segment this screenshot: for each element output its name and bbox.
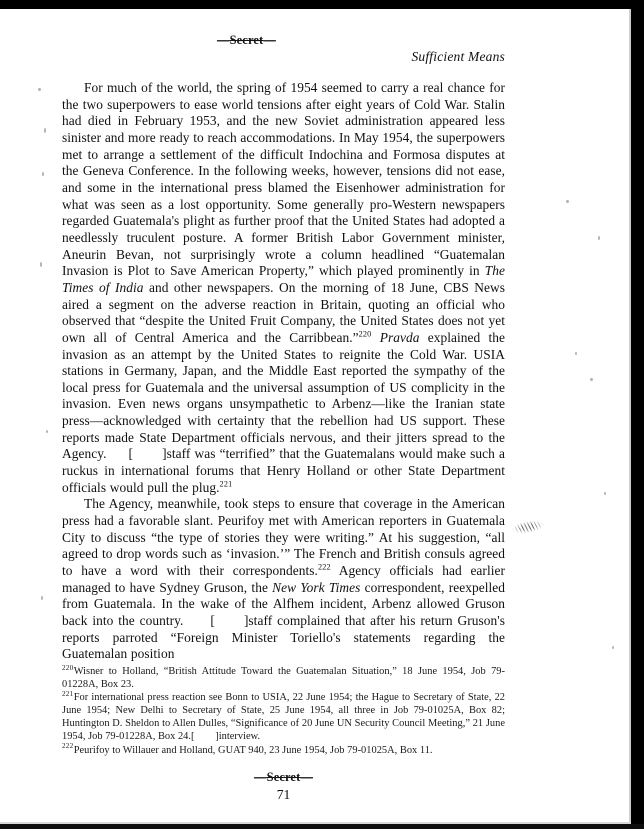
scan-speck	[40, 262, 42, 267]
ink-smudge-artifact	[507, 516, 549, 538]
text-run	[371, 330, 379, 345]
classification-banner-bottom: — Secret —	[62, 770, 505, 785]
text-run: staff complained that after his return Gruson's reports parroted “Foreign Minister Toriello's statements regarding the Guatemalan position	[62, 613, 505, 662]
scan-speck	[46, 430, 48, 433]
chapter-title: Sufficient Means	[411, 49, 505, 64]
redaction-bracket: [ ]	[128, 446, 167, 462]
running-head	[62, 33, 505, 63]
scan-speck	[42, 172, 44, 176]
scan-speck	[566, 200, 569, 203]
classification-banner-top: — Secret —	[217, 33, 276, 48]
scan-speck	[612, 646, 614, 649]
body-text	[62, 80, 505, 663]
scan-speck	[44, 128, 46, 133]
footnote-number: 221	[62, 689, 74, 698]
text-run: The Agency, meanwhile, took steps to ensure that coverage in the American press had a favorable slant. Peurifoy met with American reporters in Guatemala City to discuss “the type of stories they were writing.” At his suggestion, “all agreed to drop words such as ‘invasion.’” The French and British consuls agreed to have a word with their correspondents.	[62, 496, 505, 579]
text-run: staff was “terrified” that the Guatemalans would make such a ruckus in international forums that Henry Holland or other State Department officials would pull the plug.	[62, 446, 505, 495]
footnote-reference[interactable]: 220	[358, 329, 372, 339]
footnote-reference[interactable]: 221	[219, 479, 233, 489]
footnote-number: 220	[62, 663, 74, 672]
scan-speck	[38, 88, 41, 91]
italic-title: Pravda	[379, 329, 420, 345]
body-paragraph	[62, 496, 505, 663]
redaction-bracket: [ ]	[210, 613, 249, 628]
scan-edge-right	[631, 0, 644, 829]
scan-speck	[41, 596, 43, 600]
text-run: For international press reaction see Bonn to USIA, 22 June 1954; the Hague to Secretary of State, 22 June 1954; New Delhi to Secretary of State, 25 June 1954, all three in Job 79-01025A, Box 82; Huntington D. Sheldon to Allen Dulles, “Significance of 20 June UN Security Council Meeting,” 21 June 1954, Job 79-01228A, Box 24.	[62, 692, 505, 743]
text-run: Agency officials had earlier managed to have Sydney Gruson, the	[62, 563, 505, 595]
page-number: 71	[276, 787, 291, 802]
italic-title: The Times of India	[62, 263, 505, 295]
scan-edge-bottom	[0, 824, 644, 829]
scan-edge-top	[0, 0, 644, 9]
text-run: correspondent, reexpelled from Guatemala. In the wake of the Alfhem incident, Arbenz allowed Gruson back into the country.	[62, 579, 505, 628]
footnote-entry	[62, 691, 505, 743]
footnote-entry	[62, 744, 505, 757]
text-run: Peurifoy to Willauer and Holland, GUAT 940, 23 June 1954, Job 79-01025A, Box 11.	[73, 744, 433, 756]
text-run: explained the invasion as an attempt by the United States to reignite the Cold War. USIA stations in Germany, Japan, and the Middle East reported the sympathy of the local press for Guatemala and the universal assumption of US complicity in the invasion. Even news organs unsympathetic to Arbenz—like the Iranian state press—acknowledged with certainty that the rebellion had US support. These reports made State Department officials nervous, and their jitters spread to the Agency.	[62, 329, 505, 462]
page-footer	[62, 770, 505, 803]
scan-edge-right-shadow	[629, 9, 631, 824]
scan-speck	[590, 378, 593, 381]
italic-title: New York Times	[272, 579, 361, 595]
text-run: and other newspapers. On the morning of 18 June, CBS News aired a segment on the adverse reaction in Britain, quoting an official who observed that “despite the United Fruit Company, the United States does not yet own all of Central America and the Carribbean.”	[62, 279, 506, 345]
text-run: Wisner to Holland, “British Attitude Toward the Guatemalan Situation,” 18 June 1954, Job 79-01228A, Box 23.	[62, 666, 505, 691]
footnote-entry	[62, 665, 505, 691]
text-run: interview.	[218, 731, 261, 743]
scan-speck	[575, 352, 577, 355]
footnote-number: 222	[62, 742, 74, 751]
scan-speck	[604, 492, 606, 495]
scan-speck	[598, 236, 600, 240]
body-paragraph	[62, 80, 505, 496]
text-run: For much of the world, the spring of 1954 seemed to carry a real chance for the two superpowers to ease world tensions after eight years of Cold War. Stalin had died in February 1953, and the new Soviet administration appeared less sinister and more ready to reach accommodations. In May 1954, the superpowers met to arrange a settlement of the difficult Indochina and Formosa disputes at the Geneva Conference. In the following weeks, however, tensions did not ease, and some in the international press blamed the Eisenhower administration for what was seen as a lost opportunity. Some generally pro-Western newspapers regarded Guatemala's plight as further proof that the United States had adopted a needlessly truculent posture. A former British Labor Government minister, Aneurin Bevan, not surprisingly wrote a column headlined “Guatemalan Invasion is Plot to Save American Property,” which played prominently in	[62, 80, 505, 279]
footnotes-section	[62, 665, 505, 757]
footnote-reference[interactable]: 222	[317, 562, 331, 572]
redaction-bracket: [ ]	[191, 731, 219, 743]
